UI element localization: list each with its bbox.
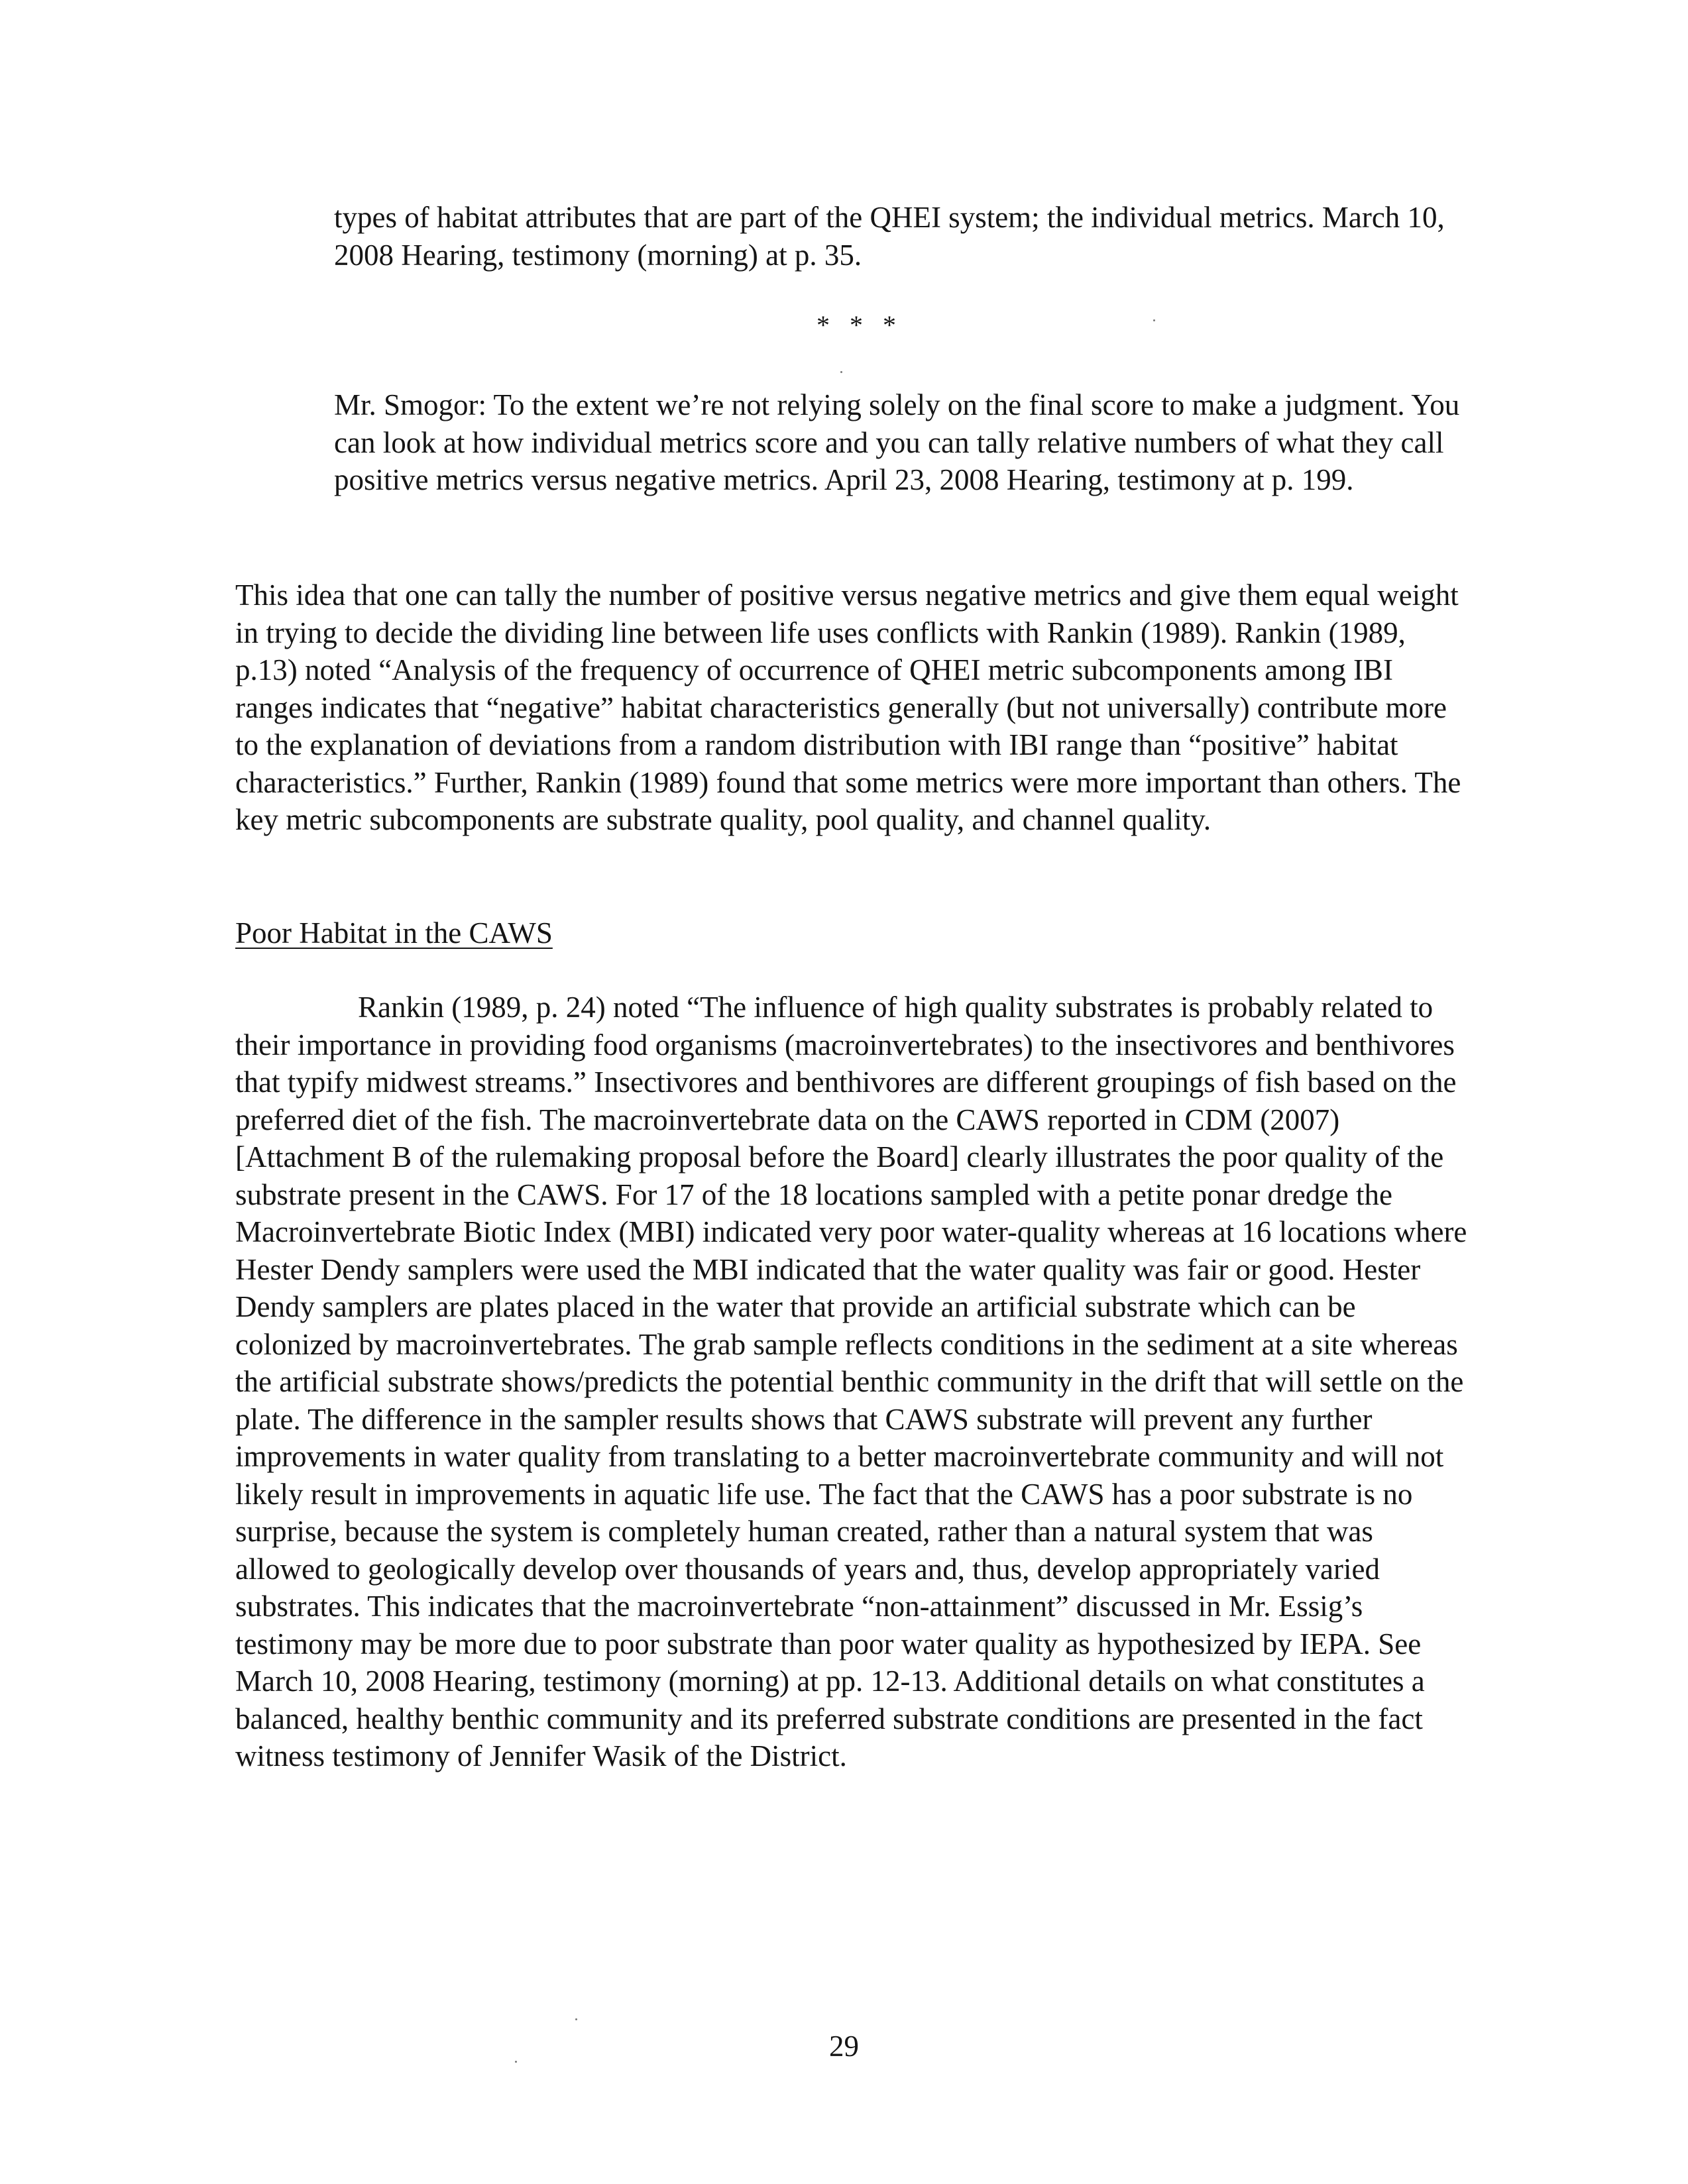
body-paragraph-metrics: This idea that one can tally the number of positive versus negative metrics and give them equal weight in trying to decide the dividing line between life uses conflicts with Rankin (1989). Rankin (1989, p.13) noted “Analysis of the frequency of occurrence of QHEI metric subcomponents among IBI ranges indicates that “negative” habitat characteristics generally (but not universally) contribute more to the explanation of deviations from a random distribution with IBI range than “positive” habitat characteristics.” Further, Rankin (1989) found that some metrics were more important than others. The key metric subcomponents are substrate quality, pool quality, and channel quality.: [235, 578, 1461, 836]
scan-speck: [840, 371, 842, 373]
body-paragraph-habitat: Rankin (1989, p. 24) noted “The influence of high quality substrates is probably related to their importance in providing food organisms (macroinvertebrates) to the insectivores and benthivores that typify midwest streams.” Insectivores and benthivores are different groupings of fish based on the preferred diet of the fish. The macroinvertebrate data on the CAWS reported in CDM (2007) [Attachment B of the rulemaking proposal before the Board] clearly illustrates the poor quality of the substrate present in the CAWS. For 17 of the 18 locations sampled with a petite ponar dredge the Macroinvertebrate Biotic Index (MBI) indicated very poor water-quality whereas at 16 locations where Hester Dendy samplers were used the MBI indicated that the water quality was fair or good. Hester Dendy samplers are plates placed in the water that provide an artificial substrate which can be colonized by macroinvertebrates. The grab sample reflects conditions in the sediment at a site whereas the artificial substrate shows/predicts the potential benthic community in the drift that will settle on the plate. The difference in the sampler results shows that CAWS substrate will prevent any further improvements in water quality from translating to a better macroinvertebrate community and will not likely result in improvements in aquatic life use. The fact that the CAWS has a poor substrate is no surprise, because the system is completely human created, rather than a natural system that was allowed to geologically develop over thousands of years and, thus, develop appropriately varied substrates. This indicates that the macroinvertebrate “non-attainment” discussed in Mr. Essig’s testimony may be more due to poor substrate than poor water quality as hypothesized by IEPA. See March 10, 2008 Hearing, testimony (morning) at pp. 12-13. Additional details on what constitutes a balanced, healthy benthic community and its preferred substrate conditions are presented in the fact witness testimony of Jennifer Wasik of the District.: [235, 991, 1467, 1773]
scan-speck: [1153, 319, 1155, 321]
scan-speck: [575, 2018, 577, 2020]
section-heading: Poor Habitat in the CAWS: [235, 916, 553, 950]
scan-speck: [515, 2061, 517, 2063]
page-number: 29: [829, 2030, 859, 2063]
block-quote-testimony-2: Mr. Smogor: To the extent we’re not relying solely on the final score to make a judgment. You can look at how individual metrics score and you can tally relative numbers of what they call positive metrics versus negative metrics. April 23, 2008 Hearing, testimony at p. 199.: [334, 388, 1460, 496]
block-quote-testimony-1: types of habitat attributes that are part of the QHEI system; the individual metrics. March 10, 2008 Hearing, testimony (morning) at p. 35.: [334, 201, 1445, 272]
section-separator: * * *: [816, 310, 903, 340]
